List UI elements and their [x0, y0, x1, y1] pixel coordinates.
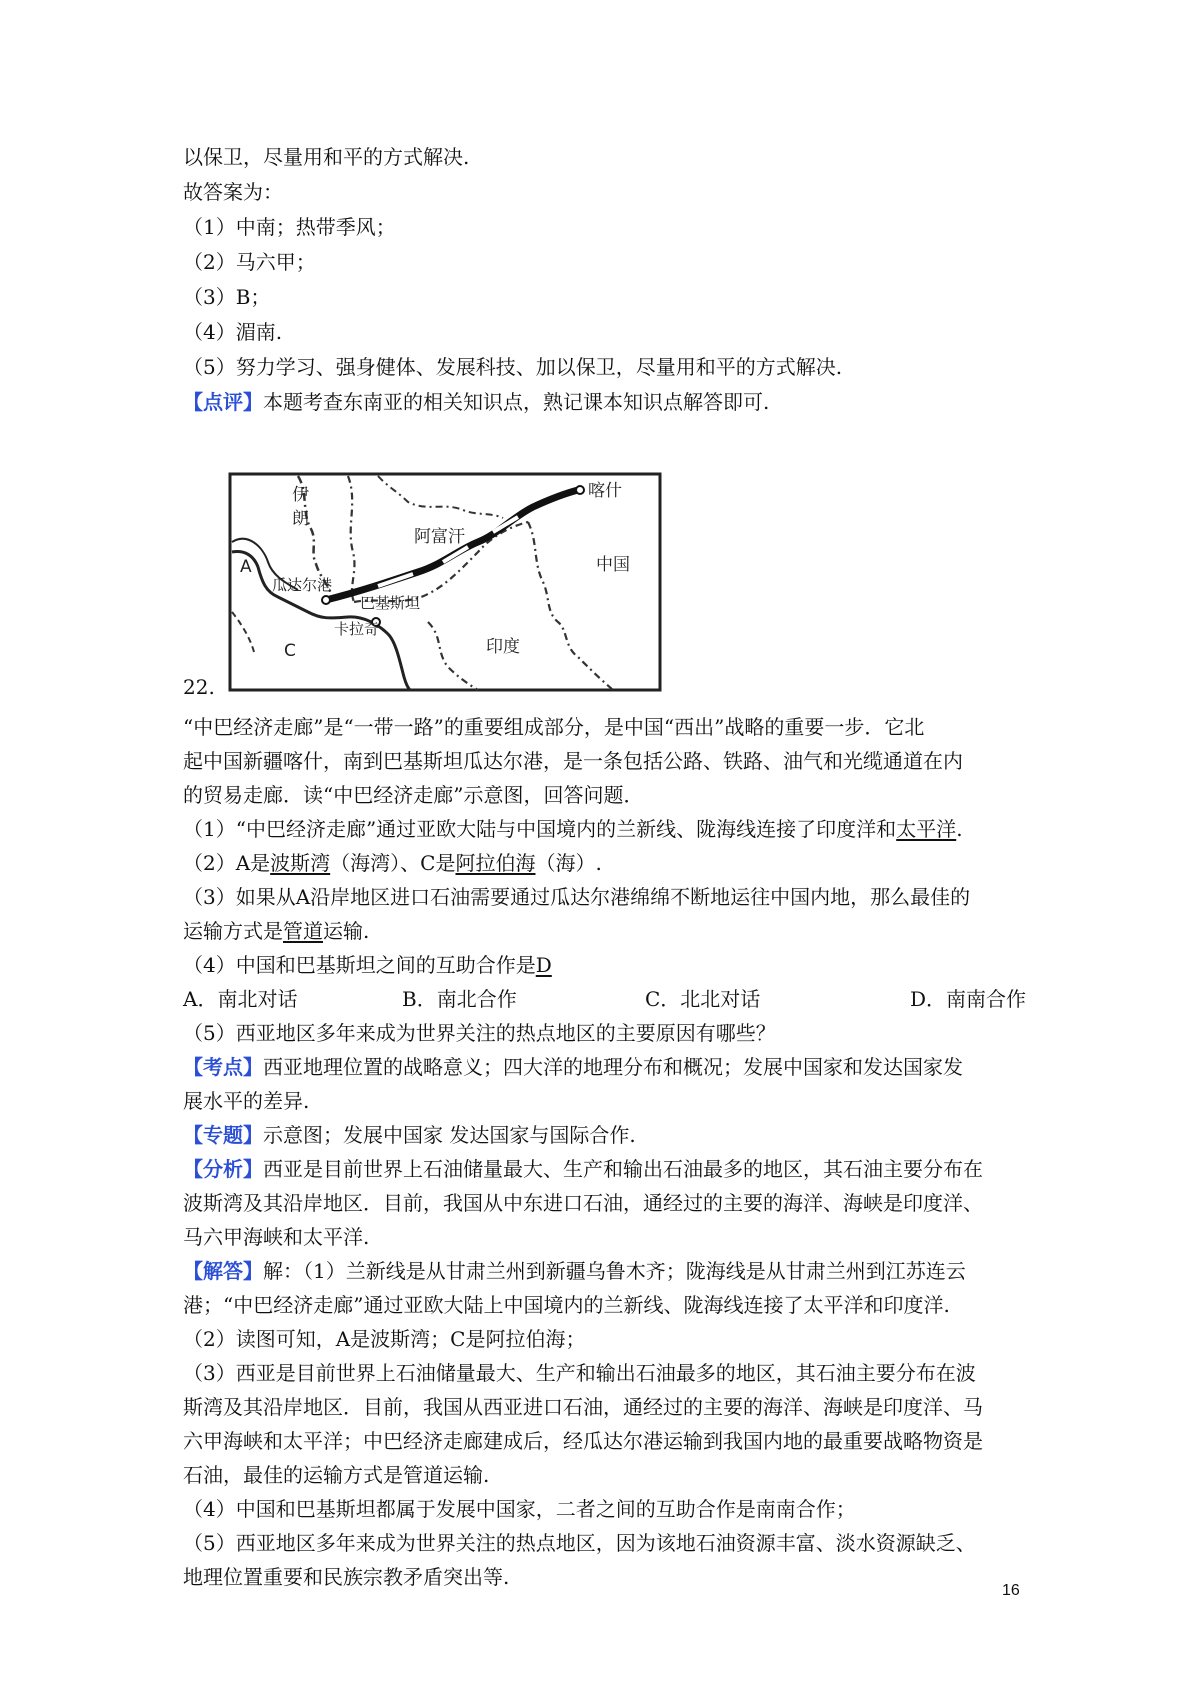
label-kashgar: 喀什 [588, 481, 622, 501]
fenxi-line-3: 马六甲海峡和太平洋. [183, 1225, 370, 1249]
label-C: C [284, 641, 296, 661]
fenxi-line-1 [183, 1154, 983, 1184]
answer-line-1: （1）中南；热带季风； [183, 215, 396, 239]
option-c: C．北北对话 [645, 987, 761, 1011]
q2-suffix: （海）. [535, 851, 602, 875]
q3-answer: 管道 [283, 919, 323, 943]
answer-intro: 故答案为： [183, 180, 283, 204]
kashgar-marker [576, 486, 584, 494]
q3-suffix: 运输. [323, 919, 370, 943]
corridor-map-svg [228, 472, 662, 692]
intro-line-3: 的贸易走廊．读“中巴经济走廊”示意图，回答问题． [183, 783, 644, 807]
label-china: 中国 [596, 555, 630, 575]
question-4 [183, 950, 552, 980]
corridor-map [228, 472, 662, 692]
question-3-line-1: （3）如果从A沿岸地区进口石油需要通过瓜达尔港绵绵不断地运往中国内地，那么最佳的 [183, 885, 971, 909]
q2-answer-c: 阿拉伯海 [455, 851, 536, 875]
q3-prefix: 运输方式是 [183, 919, 283, 943]
jieda-text: 解：（1）兰新线是从甘肃兰州到新疆乌鲁木齐；陇海线是从甘肃兰州到江苏连云 [263, 1259, 966, 1283]
page-number: 16 [1002, 1582, 1020, 1599]
label-karachi: 卡拉奇 [334, 620, 380, 638]
review-text: 本题考查东南亚的相关知识点，熟记课本知识点解答即可. [263, 390, 770, 414]
fenxi-tag: 【分析】 [183, 1157, 263, 1181]
jieda-line-8: （4）中国和巴基斯坦都属于发展中国家，二者之间的互助合作是南南合作； [183, 1497, 856, 1521]
review-line [183, 387, 769, 417]
jieda-line-6: 六甲海峡和太平洋；中巴经济走廊建成后，经瓜达尔港运输到我国内地的最重要战略物资是 [183, 1429, 983, 1453]
jieda-line-2: 港；“中巴经济走廊”通过亚欧大陆上中国境内的兰新线、陇海线连接了太平洋和印度洋. [183, 1293, 950, 1317]
q2-mid: （海湾）、C是 [330, 851, 456, 875]
label-iran-1: 伊 [292, 485, 309, 505]
kaodian-tag: 【考点】 [183, 1055, 263, 1079]
answer-line-3: （3）B； [183, 285, 271, 309]
jieda-line-4: （3）西亚是目前世界上石油储量最大、生产和输出石油最多的地区，其石油主要分布在波 [183, 1361, 976, 1385]
zhuanti-text: 示意图；发展中国家 发达国家与国际合作. [263, 1123, 636, 1147]
jieda-line-9: （5）西亚地区多年来成为世界关注的热点地区，因为该地石油资源丰富、淡水资源缺乏、 [183, 1531, 976, 1555]
q1-suffix: . [956, 817, 963, 841]
answer-line-5: （5）努力学习、强身健体、发展科技、加以保卫，尽量用和平的方式解决. [183, 355, 843, 379]
q4-prefix: （4）中国和巴基斯坦之间的互助合作是 [183, 953, 536, 977]
label-pakistan: 巴基斯坦 [360, 594, 421, 612]
question-1 [183, 814, 963, 844]
gwadar-marker [322, 596, 330, 604]
label-india: 印度 [486, 637, 520, 657]
question-5: （5）西亚地区多年来成为世界关注的热点地区的主要原因有哪些？ [183, 1021, 776, 1045]
answer-line-2: （2）马六甲； [183, 250, 316, 274]
question-number: 22. [183, 675, 215, 699]
question-3-line-2 [183, 916, 369, 946]
kaodian-text: 西亚地理位置的战略意义；四大洋的地理分布和概况；发展中国家和发达国家发 [263, 1055, 963, 1079]
q1-prefix: （1）“中巴经济走廊”通过亚欧大陆与中国境内的兰新线、陇海线连接了印度洋和 [183, 817, 897, 841]
fenxi-line-2: 波斯湾及其沿岸地区．目前，我国从中东进口石油，通经过的主要的海洋、海峡是印度洋、 [183, 1191, 983, 1215]
kaodian-line-1 [183, 1052, 963, 1082]
intro-line-2: 起中国新疆喀什，南到巴基斯坦瓜达尔港，是一条包括公路、铁路、油气和光缆通道在内 [183, 749, 963, 773]
intro-line-1: “中巴经济走廊”是“一带一路”的重要组成部分，是中国“西出”战略的重要一步．它北 [183, 715, 925, 739]
review-tag: 【点评】 [183, 390, 263, 414]
option-a: A．南北对话 [183, 987, 298, 1011]
jieda-line-3: （2）读图可知，A是波斯湾；C是阿拉伯海； [183, 1327, 586, 1351]
question-2 [183, 848, 602, 878]
label-afghanistan: 阿富汗 [414, 527, 465, 547]
answer-line-4: （4）湄南. [183, 320, 283, 344]
jieda-line-7: 石油，最佳的运输方式是管道运输. [183, 1463, 490, 1487]
option-d: D．南南合作 [910, 987, 1027, 1011]
jieda-tag: 【解答】 [183, 1259, 263, 1283]
fenxi-text: 西亚是目前世界上石油储量最大、生产和输出石油最多的地区，其石油主要分布在 [263, 1157, 983, 1181]
option-b: B．南北合作 [402, 987, 517, 1011]
label-iran-2: 朗 [292, 509, 309, 529]
q1-answer: 太平洋 [896, 817, 957, 841]
jieda-line-1 [183, 1256, 966, 1286]
kaodian-line-2: 展水平的差异. [183, 1089, 310, 1113]
zhuanti-tag: 【专题】 [183, 1123, 263, 1147]
zhuanti-line [183, 1120, 636, 1150]
jieda-line-10: 地理位置重要和民族宗教矛盾突出等. [183, 1565, 510, 1589]
q2-prefix: （2）A是 [183, 851, 271, 875]
q4-answer: D [535, 953, 552, 977]
q2-answer-a: 波斯湾 [270, 851, 331, 875]
label-gwadar: 瓜达尔港 [272, 576, 333, 594]
jieda-line-5: 斯湾及其沿岸地区．目前，我国从西亚进口石油，通经过的主要的海洋、海峡是印度洋、马 [183, 1395, 983, 1419]
text-line: 以保卫，尽量用和平的方式解决. [183, 145, 470, 169]
label-A: A [240, 557, 252, 577]
